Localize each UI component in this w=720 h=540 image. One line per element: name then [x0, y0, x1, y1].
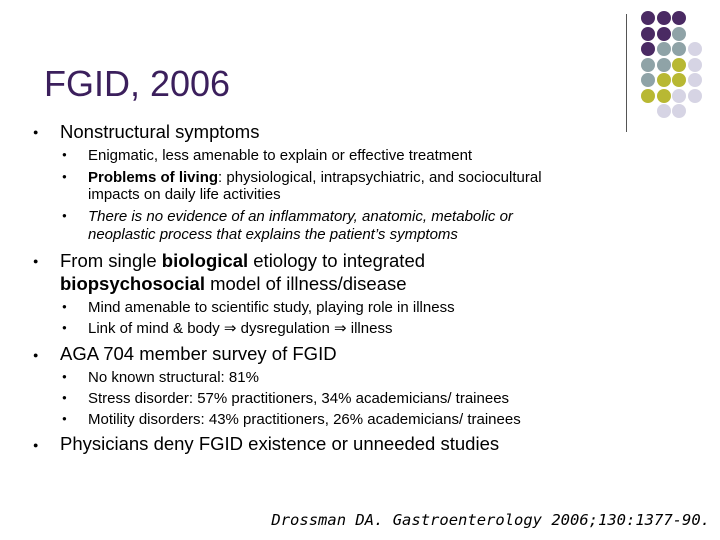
sub-bullet-icon: ● [62, 302, 67, 311]
text-run: etiology to integrated [248, 250, 426, 271]
sub-bullet-icon: ● [62, 393, 67, 402]
sub-bullet-no-evidence: There is no evidence of an inflammatory, anatomic, metabolic or [88, 208, 513, 225]
bullet-icon: ● [33, 256, 39, 266]
bullet-biopsychosocial [60, 250, 425, 272]
text-run: model of illness/disease [204, 273, 407, 294]
bold-term: Problems of living [88, 169, 219, 186]
sub-bullet-enigmatic: Enigmatic, less amenable to explain or effective treatment [88, 147, 473, 164]
bullet-physicians-deny: Physicians deny FGID existence or unneeded studies [60, 433, 500, 454]
bullet-nonstructural: Nonstructural symptoms [60, 121, 260, 142]
sub-bullet-icon: ● [62, 414, 67, 423]
sub-bullet-icon: ● [62, 150, 67, 159]
sub-bullet-icon: ● [62, 372, 67, 381]
sub-bullet-icon: ● [62, 172, 67, 181]
bold-term: biopsychosocial [60, 273, 205, 294]
text-run: : physiological, intrapsychiatric, and sociocultural [218, 169, 542, 186]
sub-bullet-no-evidence-continuation: neoplastic process that explains the patient’s symptoms [88, 226, 458, 243]
sub-bullet-stress-disorder: Stress disorder: 57% practitioners, 34% academicians/ trainees [88, 390, 510, 407]
sub-bullet-problems-continuation: impacts on daily life activities [88, 186, 281, 203]
sub-bullet-mind-amenable: Mind amenable to scientific study, playing role in illness [88, 299, 455, 316]
text-run: From single [60, 250, 162, 271]
sub-bullet-motility-disorders: Motility disorders: 43% practitioners, 26% academicians/ trainees [88, 411, 521, 428]
sub-bullet-no-structural: No known structural: 81% [88, 369, 259, 386]
bullet-icon: ● [33, 350, 39, 360]
bullet-biopsychosocial-continuation [60, 273, 407, 295]
sub-bullet-problems-of-living [88, 169, 542, 186]
bold-term: biological [161, 250, 249, 271]
sub-bullet-icon: ● [62, 323, 67, 332]
sub-bullet-link-of-mind: Link of mind & body ⇒ dysregulation ⇒ illness [88, 320, 393, 337]
bullet-icon: ● [33, 440, 39, 450]
bullet-aga-survey: AGA 704 member survey of FGID [60, 343, 337, 364]
citation: Drossman DA. Gastroenterology 2006;130:1377-90. [271, 511, 710, 529]
slide-title: FGID, 2006 [44, 63, 231, 104]
sub-bullet-icon: ● [62, 211, 67, 220]
bullet-icon: ● [33, 127, 39, 137]
